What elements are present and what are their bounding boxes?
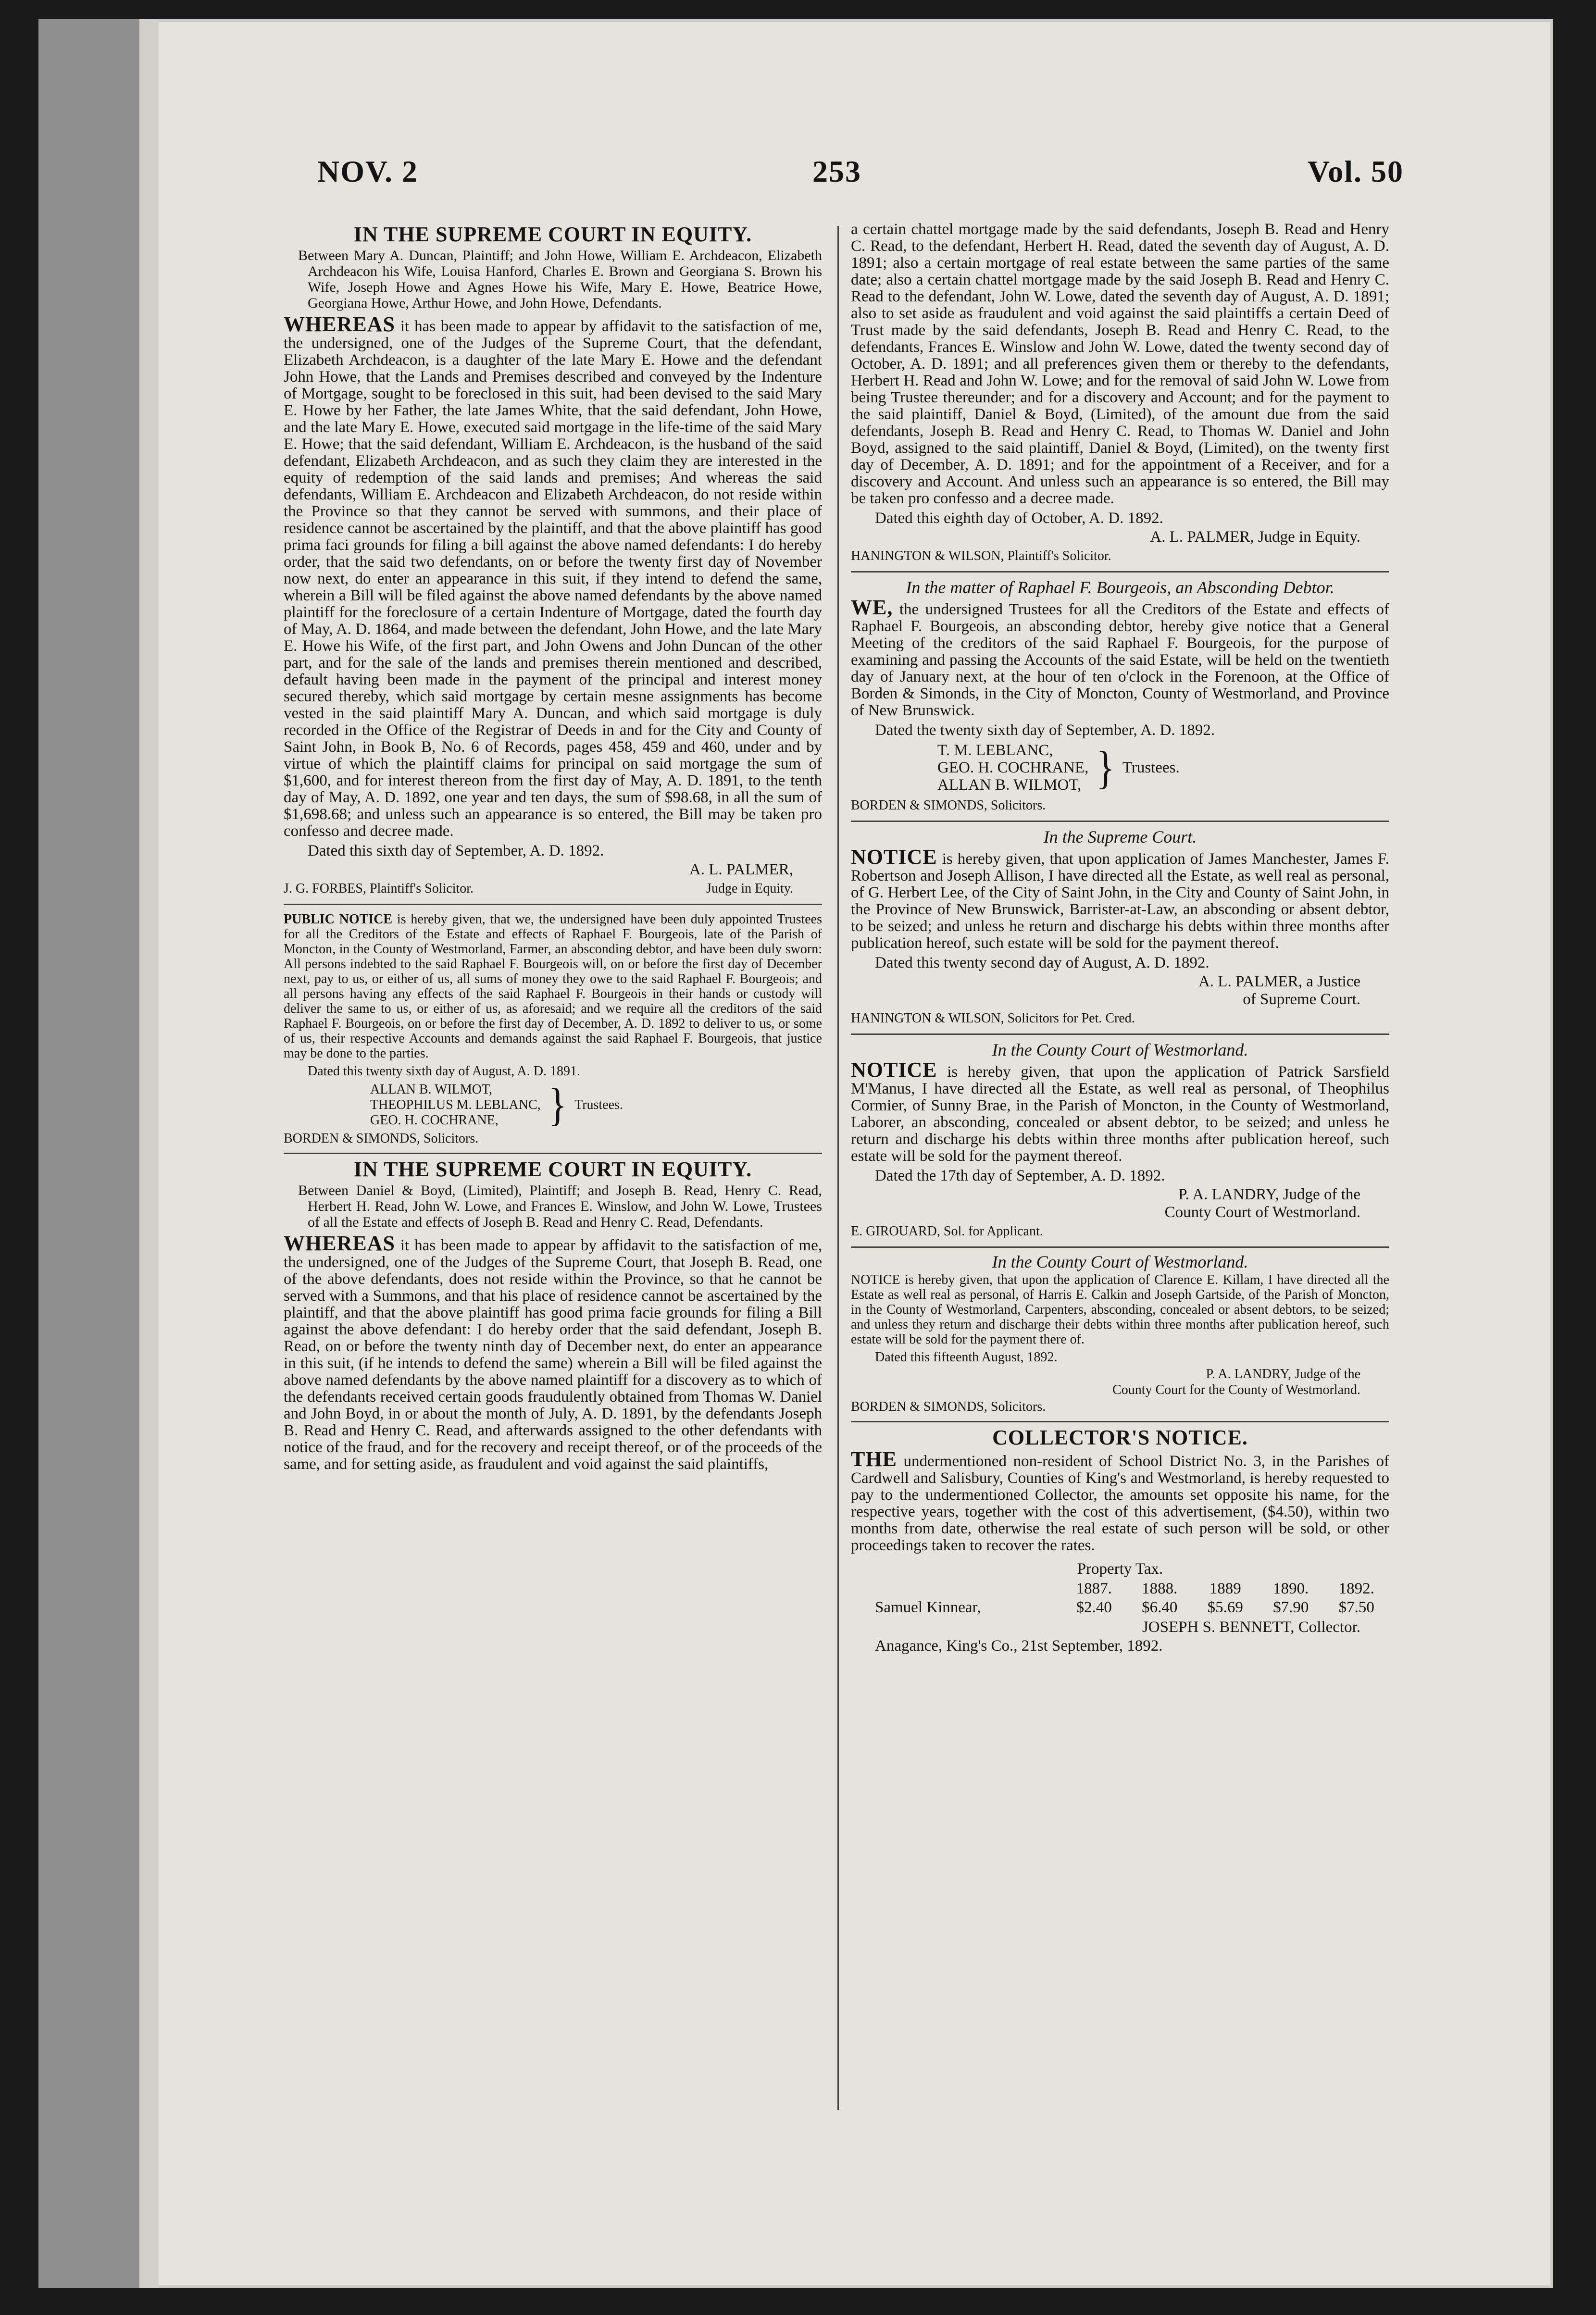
year-header: 1892. <box>1338 1580 1374 1597</box>
notice-daniel-boyd-equity <box>284 1158 822 1473</box>
tax-amount: $6.40 <box>1142 1599 1178 1616</box>
notice-body: WHEREAS it has been made to appear by affidavit to the satisfaction of me, the undersigned, one of the Judges of the Supreme Court, that the defendant, Elizabeth Archdeacon, is a daughter of the late Mary E. Howe and the defendant John Howe, that the Lands and Premises described and conveyed by the Indenture of Mortgage, sought to be foreclosed in this suit, had been devised to the said Mary E. Howe by her Father, the late James White, that the said defendant, John Howe, and the late Mary E. Howe, executed said mortgage in the life-time of the said Mary E. Howe; that the said defendant, William E. Archdeacon, is the husband of the said defendant, Elizabeth Archdeacon, and as such they claim they are interested in the equity of redemption of the said lands and premises; And whereas the said defendants, William E. Archdeacon and Elizabeth Archdeacon, do not reside within the Province so that they cannot be served with summons, and their place of residence cannot be ascertained by the plaintiff, and that the above plaintiff has good prima faci grounds for filing a bill against the above named defendants: I do hereby order, that the said two defendants, on or before the twenty first day of November now next, do enter an appearance in this suit, if they intend to defend the same, wherein a Bill will be filed against the above named defendants by the above named plaintiff for the foreclosure of a certain Indenture of Mortgage, dated the fourth day of May, A. D. 1864, and made between the defendant, John Howe, and the late Mary E. Howe his Wife, of the first part, and John Owens and John Duncan of the other part, and for the sale of the lands and premises therein mentioned and described, default having been made in the payment of the principal and interest money secured thereby, which said mortgage by certain mesne assignments has become vested in the said plaintiff Mary A. Duncan, and which said mortgage is duly recorded in the Office of the Registrar of Deeds in and for the City and County of Saint John, in Book B, No. 6 of Records, pages 458, 459 and 460, under and by virtue of which the plaintiff claims for principal on said mortgage the sum of $1,600, and for interest thereon from the first day of May, A. D. 1891, to the tenth day of May, A. D. 1892, one year and ten days, the sum of $98.68, in all the sum of $1,698.68; and unless such an appearance is so entered, the Bill may be taken pro confesso and decree made. <box>284 312 822 840</box>
judge-title: Judge in Equity. <box>706 881 793 896</box>
notice-lead: NOTICE <box>851 1058 937 1082</box>
judge-signature: P. A. LANDRY, Judge of the <box>1206 1367 1360 1382</box>
notice-daniel-boyd-continued <box>851 221 1389 564</box>
notice-lead: NOTICE <box>851 845 937 869</box>
page-number: 253 <box>812 154 861 188</box>
trustee-name: ALLAN B. WILMOT, <box>937 776 1082 794</box>
section-divider <box>851 1033 1389 1035</box>
section-divider <box>851 821 1389 822</box>
solicitor: HANINGTON & WILSON, Solicitors for Pet. Cred. <box>851 1011 1135 1026</box>
notice-parties: Between Mary A. Duncan, Plaintiff; and John Howe, William E. Archdeacon, Elizabeth Archdeacon his Wife, Louisa Hanford, Charles E. Brown and Georgiana S. Brown his Wife, Joseph Howe and Agnes Howe his Wife, Mary E. Howe, Beatrice Howe, Georgiana Howe, Arthur Howe, and John Howe, Defendants. <box>298 248 822 311</box>
scan-edge <box>139 19 159 2288</box>
notice-title: In the County Court of Westmorland. <box>992 1040 1248 1059</box>
notice-dated: Dated this eighth day of October, A. D. 1892. <box>875 510 1163 527</box>
notice-parties: Between Daniel & Boyd, (Limited), Plaintiff; and Joseph B. Read, Henry C. Read, Herbert H. Read, John W. Lowe, and Frances E. Winslow, and John W. Lowe, Trustees of all the Estate and effects of Joseph B. Read and Henry C. Read, Defendants. <box>298 1182 822 1230</box>
section-divider <box>284 904 822 905</box>
solicitor: BORDEN & SIMONDS, Solicitors. <box>851 798 1046 813</box>
table-header-row <box>851 1580 1389 1598</box>
tax-amount: $5.69 <box>1207 1599 1243 1616</box>
trustees-label: Trustees. <box>574 1097 623 1112</box>
notice-place-date: Anagance, King's Co., 21st September, 1892. <box>875 1637 1163 1655</box>
year-header: 1888. <box>1142 1580 1178 1597</box>
left-column <box>284 221 822 1476</box>
year-header: 1890. <box>1273 1580 1309 1597</box>
notice-body: NOTICE is hereby given, that upon the application of Clarence E. Killam, I have directed all the Estate as well real as personal, of Harris E. Calkin and Joseph Gartside, of the Parish of Moncton, in the County of Westmorland, Carpenters, absconding, concealed or absent debtors, to be seized; and unless they return and discharge their debts within three months after publication hereof, such estate will be sold for the payment there of. <box>851 1272 1389 1347</box>
notice-body: WE, the undersigned Trustees for all the Creditors of the Estate and effects of Raphael F. Bourgeois, an absconding debtor, hereby give notice that a General Meeting of the creditors of the said Raphael F. Bourgeois, for the purpose of examining and passing the Accounts of the said Estate, will be held on the twentieth day of January next, at the hour of ten o'clock in the Forenoon, at the Office of Borden & Simonds, in the City of Moncton, County of Westmorland, and Province of New Brunswick. <box>851 596 1389 719</box>
page-header <box>317 154 1404 212</box>
notice-body: THE undermentioned non-resident of School District No. 3, in the Parishes of Cardwell and Salisbury, Counties of King's and Westmorland, is hereby requested to pay to the undermentioned Collector, the amounts set opposite his name, for the respective years, together with the cost of this advertisement, ($4.50), within two months from date, otherwise the real estate of such person will be sold, or other proceedings taken to recover the rates. <box>851 1447 1390 1554</box>
notice-cormier-county <box>851 1042 1389 1240</box>
tax-amount: $7.50 <box>1338 1599 1374 1616</box>
notice-body: PUBLIC NOTICE is hereby given, that we, the undersigned have been duly appointed Trustees for all the Creditors of the Estate and effects of Raphael F. Bourgeois, late of the Parish of Moncton, in the County of Westmorland, Farmer, an absconding debtor, and have been duly sworn: All persons indebted to the said Raphael F. Bourgeois will, on or before the first day of December next, pay to us, or either of us, all sums of money they owe to the said Raphael F. Bourgeois; and all persons having any effects of the said Raphael F. Bourgeois in their hands or custody will deliver the same to us, or either of us, as aforesaid; and we require all the creditors of the said Raphael F. Bourgeois, on or before the first day of December, A. D. 1892 to deliver to us, or some of us, their respective Accounts and demands against the said Raphael F. Bourgeois, that justice may be done to the parties. <box>284 912 823 1061</box>
notice-title: In the County Court of Westmorland. <box>992 1252 1248 1271</box>
notice-bourgeois-meeting <box>851 579 1389 814</box>
notice-dated: Dated the twenty sixth day of September, A. D. 1892. <box>875 722 1215 739</box>
judge-signature: A. L. PALMER, a Justice <box>1198 973 1360 990</box>
volume-number: Vol. 50 <box>1307 154 1404 188</box>
judge-title: County Court of Westmorland. <box>1164 1204 1360 1221</box>
tax-table-title: Property Tax. <box>1077 1560 1163 1578</box>
notice-lead: WHEREAS <box>284 312 395 336</box>
notice-calkin-county <box>851 1252 1389 1414</box>
collector-signature: JOSEPH S. BENNETT, Collector. <box>1142 1618 1360 1636</box>
notice-body: NOTICE is hereby given, that upon the application of Patrick Sarsfield M'Manus, I have directed all the Estate, as well real as personal, of Theophilus Cormier, of Sunny Brae, in the Parish of Moncton, in the County of Westmorland, Laborer, an absconding, concealed or absent debtor, to be seized; and unless he return and discharge his debts within three months after publication hereof, such estate will be sold for the payment thereof. <box>851 1058 1389 1165</box>
notice-title: IN THE SUPREME COURT IN EQUITY. <box>353 1158 752 1181</box>
scan-margin <box>38 19 139 2288</box>
section-divider <box>851 1421 1389 1422</box>
trustee-name: GEO. H. COCHRANE, <box>937 759 1089 776</box>
section-divider <box>851 571 1389 573</box>
brace-glyph: } <box>548 1079 567 1131</box>
notice-lead: PUBLIC NOTICE <box>284 912 393 927</box>
notice-body: WHEREAS it has been made to appear by affidavit to the satisfaction of me, the undersigned, one of the Judges of the Supreme Court, that Joseph B. Read, one of the above defendants, does not reside within the Province, so that he cannot be served with a Summons, and that his place of residence cannot be ascertained by the plaintiff, and that the above plaintiff has good prima facie grounds for filing a Bill against the above defendant: I do hereby order that the said defendant, Joseph B. Read, on or before the twenty ninth day of December next, do enter an appearance in this suit, (if he intends to defend the same) wherein a Bill will be filed against the above named defendants by the above named plaintiff for a discovery as to which of the defendants received certain goods fraudulently obtained from Thomas W. Daniel and John Boyd, in or about the month of July, A. D. 1891, by the defendants Joseph B. Read and Henry C. Read, and afterwards assigned to the other defendants with notice of the fraud, and for the recovery and receipt thereof, or of the proceeds of the same, and for setting aside, as fraudulent and void against the said plaintiffs, <box>284 1232 822 1473</box>
trustees-label: Trustees. <box>1122 759 1180 776</box>
notice-body: NOTICE is hereby given, that upon application of James Manchester, James F. Robertson and Joseph Allison, I have directed all the Estate, as well real as personal, of G. Herbert Lee, of the City of Saint John, in the City and County of Saint John, in the Province of New Brunswick, Barrister-at-Law, an absconding or absent debtor, to be seized; and unless he return and discharge his debts within three months after publication hereof, such estate will be sold for the payment thereof. <box>851 845 1390 952</box>
judge-title: County Court for the County of Westmorland. <box>1112 1382 1360 1397</box>
notice-body-continued: a certain chattel mortgage made by the said defendants, Joseph B. Read and Henry C. Read, to the defendant, Herbert H. Read, dated the seventh day of August, A. D. 1891; also a certain mortgage of real estate between the same parties of the same date; also a certain chattel mortgage made by the said Joseph B. Read and Henry C. Read to the defendant, John W. Lowe, dated the seventh day of August, A. D. 1891; also to set aside as fraudulent and void against the said plaintiffs a certain Deed of Trust made by the said defendants, Joseph B. Read and Henry C. Read, to the defendants, Frances E. Winslow and John W. Lowe, dated the twenty second day of October, A. D. 1891; and all preferences given them or thereby to the defendants, Herbert H. Read and John W. Lowe; and for the removal of said John W. Lowe from being Trustee thereunder; and for a discovery and Account; and for the payment to the said plaintiff, Daniel & Boyd, (Limited), of the amount due from the said defendants, Joseph B. Read and Henry C. Read, to Thomas W. Daniel and John Boyd, assigned to the said plaintiff, Daniel & Boyd, (Limited), on the twenty first day of December, A. D. 1891; and for the appointment of a Receiver, and for a discovery and Account. And unless such an appearance is so entered, the Bill may be taken pro confesso and a decree made. <box>851 221 1389 507</box>
trustee-name: GEO. H. COCHRANE, <box>370 1113 499 1128</box>
brace-glyph: } <box>1096 742 1115 794</box>
notice-dated: Dated this fifteenth August, 1892. <box>875 1350 1058 1365</box>
solicitor: BORDEN & SIMONDS, Solicitors. <box>284 1131 479 1146</box>
tax-table <box>851 1580 1389 1617</box>
trustee-name: T. M. LEBLANC, <box>937 742 1053 759</box>
notice-dated: Dated this sixth day of September, A. D. 1892. <box>308 842 604 859</box>
solicitor-row <box>284 880 822 897</box>
solicitor: HANINGTON & WILSON, Plaintiff's Solicitor. <box>851 548 1111 563</box>
notice-dated: Dated the 17th day of September, A. D. 1892. <box>875 1167 1165 1184</box>
judge-signature: P. A. LANDRY, Judge of the <box>1178 1186 1360 1203</box>
tax-amount: $7.90 <box>1273 1599 1309 1616</box>
section-divider <box>284 1153 822 1154</box>
notice-title: In the Supreme Court. <box>1043 827 1197 846</box>
taxpayer-name: Samuel Kinnear, <box>875 1599 981 1616</box>
notice-lead: WHEREAS <box>284 1232 395 1255</box>
notice-dated: Dated this twenty second day of August, A. D. 1892. <box>875 954 1209 971</box>
trustee-list <box>851 742 1389 794</box>
judge-name: A. L. PALMER, <box>689 861 793 878</box>
notice-duncan-equity <box>284 223 822 897</box>
judge-signature: A. L. PALMER, Judge in Equity. <box>1150 528 1360 546</box>
column-divider <box>837 226 839 2110</box>
section-divider <box>851 1246 1389 1248</box>
notice-collector <box>851 1426 1390 1655</box>
solicitor: BORDEN & SIMONDS, Solicitors. <box>851 1399 1046 1414</box>
solicitor: J. G. FORBES, Plaintiff's Solicitor. <box>284 881 474 896</box>
right-column <box>851 221 1389 1656</box>
year-header: 1889 <box>1209 1580 1241 1597</box>
year-header: 1887. <box>1076 1580 1112 1597</box>
trustee-list <box>284 1079 822 1131</box>
trustee-name: ALLAN B. WILMOT, <box>370 1082 493 1097</box>
notice-title: COLLECTOR'S NOTICE. <box>992 1426 1248 1449</box>
notice-title: IN THE SUPREME COURT IN EQUITY. <box>353 223 752 246</box>
judge-title: of Supreme Court. <box>1243 991 1360 1008</box>
notice-bourgeois-trustees <box>284 912 822 1146</box>
trustee-name: THEOPHILUS M. LEBLANC, <box>370 1097 541 1112</box>
solicitor: E. GIROUARD, Sol. for Applicant. <box>851 1224 1043 1239</box>
notice-dated: Dated this twenty sixth day of August, A. D. 1891. <box>308 1064 580 1079</box>
tax-amount: $2.40 <box>1076 1599 1112 1616</box>
table-row <box>851 1598 1389 1617</box>
notice-lead: NOTICE <box>851 1272 900 1287</box>
header-date: NOV. 2 <box>317 154 418 188</box>
notice-title: In the matter of Raphael F. Bourgeois, an Absconding Debtor. <box>906 578 1334 597</box>
notice-lead: WE, <box>851 596 893 619</box>
notice-lee-supreme <box>851 829 1389 1027</box>
notice-lead: THE <box>851 1447 897 1471</box>
